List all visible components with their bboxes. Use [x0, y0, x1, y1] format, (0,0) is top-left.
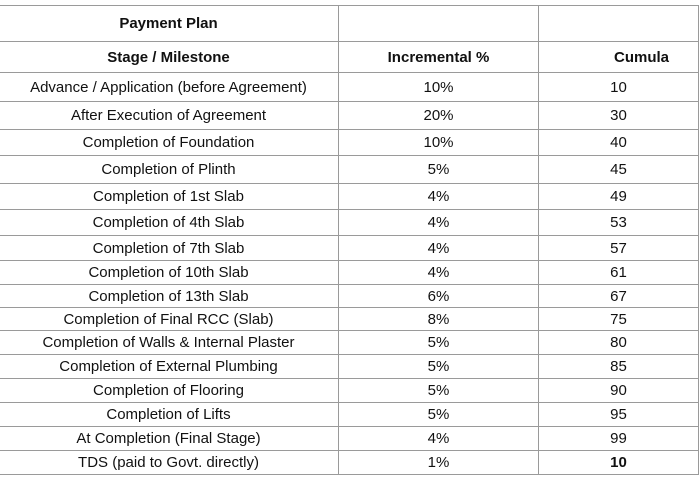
incremental-cell: 20% [339, 102, 539, 130]
stage-cell: At Completion (Final Stage) [0, 427, 339, 451]
stage-cell: Completion of External Plumbing [0, 355, 339, 379]
stage-cell: Completion of Walls & Internal Plaster [0, 331, 339, 355]
cumulative-cell: 80 [539, 331, 699, 355]
table-row [0, 355, 699, 379]
stage-cell: Completion of 13th Slab [0, 285, 339, 308]
stage-cell: Completion of 7th Slab [0, 236, 339, 261]
incremental-cell: 5% [339, 156, 539, 184]
cumulative-cell: 90 [539, 379, 699, 403]
stage-cell: Completion of Plinth [0, 156, 339, 184]
incremental-cell: 10% [339, 73, 539, 102]
cumulative-cell: 53 [539, 210, 699, 236]
table-row [0, 184, 699, 210]
cumulative-cell: 10 [539, 73, 699, 102]
table-row [0, 308, 699, 331]
cumulative-cell: 99 [539, 427, 699, 451]
table-row [0, 130, 699, 156]
header-cumulative: Cumula [539, 42, 699, 73]
title-row [0, 6, 699, 42]
cumulative-cell: 45 [539, 156, 699, 184]
incremental-cell: 4% [339, 236, 539, 261]
incremental-cell: 4% [339, 210, 539, 236]
cumulative-cell: 49 [539, 184, 699, 210]
cumulative-cell: 95 [539, 403, 699, 427]
table-row [0, 451, 699, 475]
payment-plan-title: Payment Plan [0, 6, 339, 42]
table-row [0, 236, 699, 261]
incremental-cell: 1% [339, 451, 539, 475]
table-row [0, 73, 699, 102]
header-stage-milestone: Stage / Milestone [0, 42, 339, 73]
table-row [0, 427, 699, 451]
stage-cell: Completion of 4th Slab [0, 210, 339, 236]
header-incremental: Incremental % [339, 42, 539, 73]
cumulative-cell: 75 [539, 308, 699, 331]
incremental-cell: 5% [339, 331, 539, 355]
incremental-cell: 5% [339, 403, 539, 427]
incremental-cell: 6% [339, 285, 539, 308]
header-row [0, 42, 699, 73]
stage-cell: Completion of Lifts [0, 403, 339, 427]
payment-plan-table [0, 5, 699, 475]
incremental-cell: 4% [339, 427, 539, 451]
stage-cell: Advance / Application (before Agreement) [0, 73, 339, 102]
incremental-cell: 8% [339, 308, 539, 331]
table-row [0, 261, 699, 285]
table-row [0, 156, 699, 184]
table-row [0, 379, 699, 403]
table-row [0, 285, 699, 308]
incremental-cell: 5% [339, 355, 539, 379]
cumulative-cell: 57 [539, 236, 699, 261]
stage-cell: Completion of Foundation [0, 130, 339, 156]
empty-cell [339, 6, 539, 42]
table-row [0, 102, 699, 130]
incremental-cell: 4% [339, 184, 539, 210]
stage-cell: After Execution of Agreement [0, 102, 339, 130]
incremental-cell: 10% [339, 130, 539, 156]
cumulative-cell: 40 [539, 130, 699, 156]
cumulative-cell: 85 [539, 355, 699, 379]
cumulative-cell: 30 [539, 102, 699, 130]
table-row [0, 210, 699, 236]
cumulative-cell: 10 [539, 451, 699, 475]
table-row [0, 403, 699, 427]
stage-cell: TDS (paid to Govt. directly) [0, 451, 339, 475]
cumulative-cell: 61 [539, 261, 699, 285]
incremental-cell: 4% [339, 261, 539, 285]
empty-cell [539, 6, 699, 42]
stage-cell: Completion of Final RCC (Slab) [0, 308, 339, 331]
incremental-cell: 5% [339, 379, 539, 403]
stage-cell: Completion of 10th Slab [0, 261, 339, 285]
stage-cell: Completion of 1st Slab [0, 184, 339, 210]
stage-cell: Completion of Flooring [0, 379, 339, 403]
table-row [0, 331, 699, 355]
cumulative-cell: 67 [539, 285, 699, 308]
